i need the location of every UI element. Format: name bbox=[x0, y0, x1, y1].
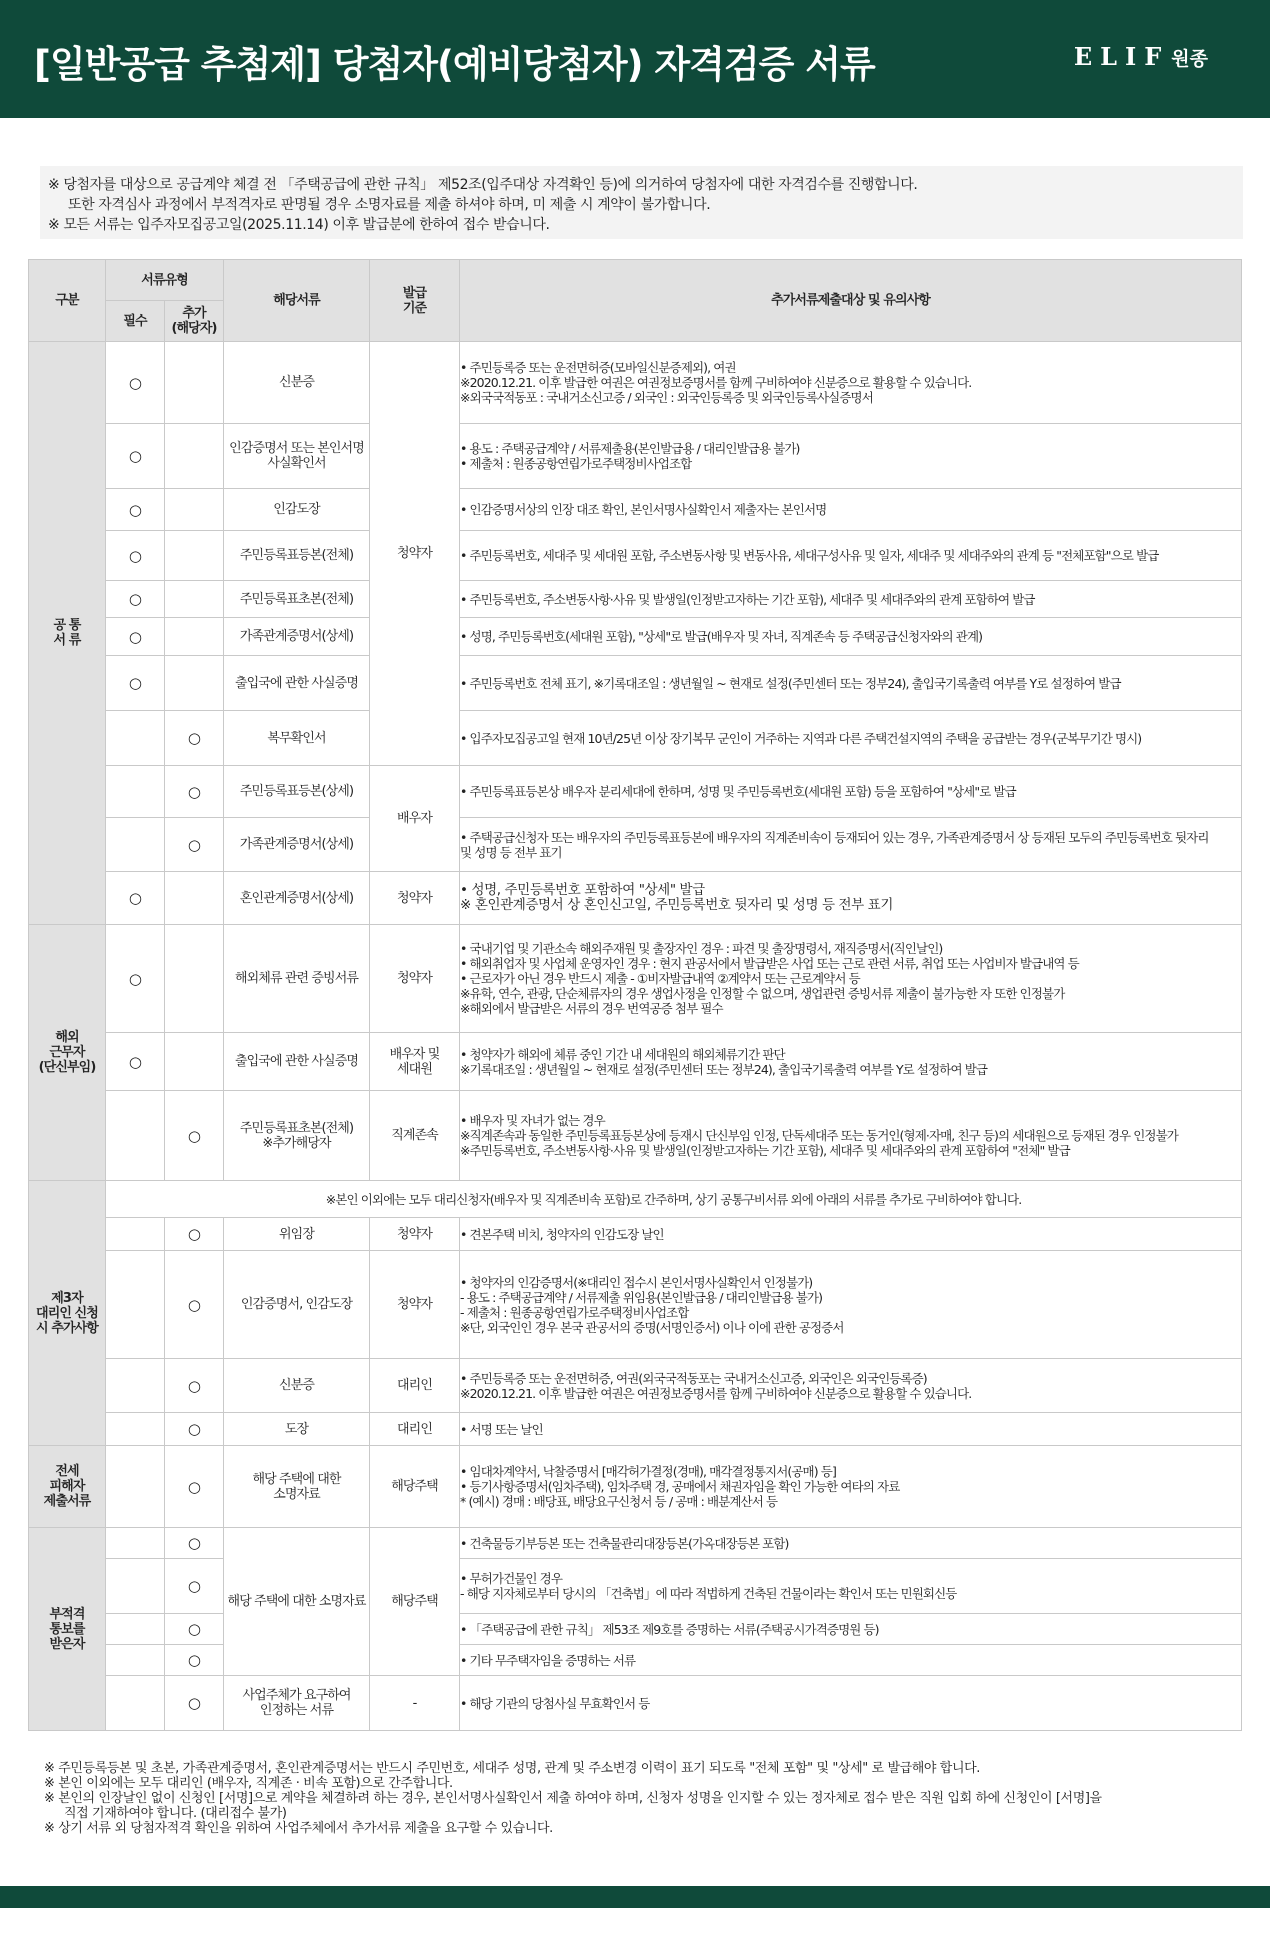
note-cell: • 무허가건물인 경우 - 해당 지자체로부터 당시의 「건축법」에 따라 적법하게 건축된 건물이라는 확인서 또는 민원회신등 bbox=[460, 1559, 1242, 1614]
required-mark: ○ bbox=[106, 656, 165, 711]
table-row bbox=[29, 1614, 1242, 1645]
additional-mark: ○ bbox=[165, 1359, 224, 1413]
logo-sub-text: 원종 bbox=[1171, 48, 1208, 70]
document-name: 혼인관계증명서(상세) bbox=[224, 872, 370, 925]
additional-mark: ○ bbox=[165, 1251, 224, 1359]
document-name: 해외체류 관련 증빙서류 bbox=[224, 925, 370, 1033]
document-name: 신분증 bbox=[224, 1359, 370, 1413]
footnote-line: ※ 주민등록등본 및 초본, 가족관계증명서, 혼인관계증명서는 반드시 주민번호, 세대주 성명, 관계 및 주소변경 이력이 표기 되도록 "전체 포함" 및 "상세" 로 발급해야 합니다. bbox=[44, 1761, 981, 1776]
required-mark: ○ bbox=[106, 489, 165, 531]
document-name: 주민등록표초본(전체) bbox=[224, 581, 370, 618]
document-name: 복무확인서 bbox=[224, 711, 370, 766]
table-row bbox=[29, 1676, 1242, 1731]
logo-text: ELIF bbox=[1073, 42, 1170, 71]
document-name: 주민등록표초본(전체) ※추가해당자 bbox=[224, 1091, 370, 1181]
footnote-line: 직접 기재하여야 합니다. (대리접수 불가) bbox=[64, 1806, 287, 1821]
table-row bbox=[29, 1033, 1242, 1091]
document-name: 위임장 bbox=[224, 1218, 370, 1251]
note-cell: • 용도 : 주택공급계약 / 서류제출용(본인발급용 / 대리인발급용 불가) • 제출처 : 원종공항연립가로주택정비사업조합 bbox=[460, 424, 1242, 489]
additional-mark: ○ bbox=[165, 1645, 224, 1676]
note-cell: • 해당 기관의 당첨사실 무효확인서 등 bbox=[460, 1676, 1242, 1731]
note-cell: • 건축물등기부등본 또는 건축물관리대장등본(가옥대장등본 포함) bbox=[460, 1528, 1242, 1559]
table-row bbox=[29, 1359, 1242, 1413]
basis-cell: 청약자 bbox=[370, 1218, 460, 1251]
basis-cell: 대리인 bbox=[370, 1413, 460, 1446]
brand-logo bbox=[1074, 42, 1208, 71]
document-name: 도장 bbox=[224, 1413, 370, 1446]
header-document: 해당서류 bbox=[224, 260, 370, 342]
required-mark: ○ bbox=[106, 1033, 165, 1091]
note-cell: • 배우자 및 자녀가 없는 경우 ※직계존속과 동일한 주민등록표등본상에 등재시 단신부임 인정, 단독세대주 또는 동거인(형제·자매, 친구 등)의 세대원으로 등재된 경우 인정불가 ※주민등록번호, 주소변동사항·사유 및 발생일(인정받고자하는 기간 포함), 세대주 및 세대주와의 관계 포함하여 "전체" 발급 bbox=[460, 1091, 1242, 1181]
additional-mark: ○ bbox=[165, 818, 224, 872]
header-category: 구분 bbox=[29, 260, 106, 342]
table-row bbox=[29, 872, 1242, 925]
document-name: 주민등록표등본(전체) bbox=[224, 531, 370, 581]
note-cell: • 주민등록번호, 주소변동사항·사유 및 발생일(인정받고자하는 기간 포함), 세대주 및 세대주와의 관계 포함하여 발급 bbox=[460, 581, 1242, 618]
additional-mark: ○ bbox=[165, 766, 224, 818]
table-row bbox=[29, 1645, 1242, 1676]
basis-cell: 배우자 및 세대원 bbox=[370, 1033, 460, 1091]
basis-cell: 해당주택 bbox=[370, 1528, 460, 1676]
notice-box bbox=[40, 166, 1243, 239]
note-cell: • 주민등록증 또는 운전면허증(모바일신분증제외), 여권 ※2020.12.21. 이후 발급한 여권은 여권정보증명서를 함께 구비하여야 신분증으로 활용할 수 있습니다. ※외국국적동포 : 국내거소신고증 / 외국인 : 외국인등록증 및 외국인등록사실증명서 bbox=[460, 342, 1242, 424]
footnote-line: ※ 본인의 인장날인 없이 신청인 [서명]으로 계약을 체결하려 하는 경우, 본인서명사실확인서 제출 하여야 하며, 신청자 성명을 인지할 수 있는 정자체로 접수 받은 직원 입회 하에 신청인이 [서명]을 bbox=[44, 1791, 1102, 1806]
note-cell: • 주민등록표등본상 배우자 분리세대에 한하며, 성명 및 주민등록번호(세대원 포함) 등을 포함하여 "상세"로 발급 bbox=[460, 766, 1242, 818]
table-row bbox=[29, 342, 1242, 424]
table-row bbox=[29, 818, 1242, 872]
basis-cell: 청약자 bbox=[370, 925, 460, 1033]
basis-cell: 배우자 bbox=[370, 766, 460, 872]
table-row bbox=[29, 1559, 1242, 1614]
header-required: 필수 bbox=[106, 301, 165, 342]
notice-line: ※ 당첨자를 대상으로 공급계약 체결 전 「주택공급에 관한 규칙」 제52조(입주대상 자격확인 등)에 의거하여 당첨자에 대한 자격검수를 진행합니다. bbox=[48, 177, 918, 193]
table-row bbox=[29, 766, 1242, 818]
note-cell: • 기타 무주택자임을 증명하는 서류 bbox=[460, 1645, 1242, 1676]
table-row bbox=[29, 618, 1242, 656]
document-name: 출입국에 관한 사실증명 bbox=[224, 1033, 370, 1091]
page-title: [일반공급 추첨제] 당첨자(예비당첨자) 자격검증 서류 bbox=[34, 43, 875, 86]
document-name: 신분증 bbox=[224, 342, 370, 424]
table-row bbox=[29, 489, 1242, 531]
required-mark: ○ bbox=[106, 342, 165, 424]
note-cell: • 주민등록증 또는 운전면허증, 여권(외국국적동포는 국내거소신고증, 외국인은 외국인등록증) ※2020.12.21. 이후 발급한 여권은 여권정보증명서를 함께 구비하여야 신분증으로 활용할 수 있습니다. bbox=[460, 1359, 1242, 1413]
document-name: 인감도장 bbox=[224, 489, 370, 531]
additional-mark: ○ bbox=[165, 1559, 224, 1614]
note-cell: • 주택공급신청자 또는 배우자의 주민등록표등본에 배우자의 직계존비속이 등재되어 있는 경우, 가족관계증명서 상 등재된 모두의 주민등록번호 뒷자리 및 성명 등 전부 표기 bbox=[460, 818, 1242, 872]
required-mark: ○ bbox=[106, 925, 165, 1033]
basis-cell: - bbox=[370, 1676, 460, 1731]
basis-cell: 직계존속 bbox=[370, 1091, 460, 1181]
note-cell: • 국내기업 및 기관소속 해외주재원 및 출장자인 경우 : 파견 및 출장명령서, 재직증명서(직인날인) • 해외취업자 및 사업체 운영자인 경우 : 현지 관공서에서 발급받은 사업 또는 근로 관련 서류, 취업 또는 사업비자 발급내역 등 • 근로자가 아닌 경우 반드시 제출 - ①비자발급내역 ②계약서 또는 근로계약서 등 ※유학, 연수, 관광, 단순체류자의 경우 생업사정을 인정할 수 없으며, 생업관련 증빙서류 제출이 불가능한 자 또한 인정불가 ※해외에서 발급받은 서류의 경우 번역공증 첨부 필수 bbox=[460, 925, 1242, 1033]
additional-mark: ○ bbox=[165, 1446, 224, 1528]
footnote-line: ※ 상기 서류 외 당첨자적격 확인을 위하여 사업주체에서 추가서류 제출을 요구할 수 있습니다. bbox=[44, 1821, 553, 1836]
document-name: 가족관계증명서(상세) bbox=[224, 618, 370, 656]
table-row bbox=[29, 1218, 1242, 1251]
header-additional: 추가 (해당자) bbox=[165, 301, 224, 342]
note-cell: • 주민등록번호 전체 표기, ※기록대조일 : 생년월일 ~ 현재로 설정(주민센터 또는 정부24), 출입국기록출력 여부를 Y로 설정하여 발급 bbox=[460, 656, 1242, 711]
document-name: 인감증명서 또는 본인서명 사실확인서 bbox=[224, 424, 370, 489]
table-row bbox=[29, 424, 1242, 489]
document-name: 가족관계증명서(상세) bbox=[224, 818, 370, 872]
table-row bbox=[29, 1446, 1242, 1528]
notice-line: 또한 자격심사 과정에서 부적격자로 판명될 경우 소명자료를 제출 하셔야 하며, 미 제출 시 계약이 불가합니다. bbox=[68, 197, 711, 213]
page-header bbox=[0, 0, 1270, 118]
footer-bar bbox=[0, 1886, 1270, 1908]
table-row bbox=[29, 531, 1242, 581]
table-row bbox=[29, 1251, 1242, 1359]
note-cell: • 견본주택 비치, 청약자의 인감도장 날인 bbox=[460, 1218, 1242, 1251]
table-row bbox=[29, 1091, 1242, 1181]
note-cell: • 인감증명서상의 인장 대조 확인, 본인서명사실확인서 제출자는 본인서명 bbox=[460, 489, 1242, 531]
note-cell: • 임대차계약서, 낙찰증명서 [매각허가결정(경매), 매각결정통지서(공매) 등] • 등기사항증명서(임차주택), 임차주택 경, 공매에서 채권자임을 확인 가능한 여타의 자료 * (예시) 경매 : 배당표, 배당요구신청서 등 / 공매 : 배분계산서 등 bbox=[460, 1446, 1242, 1528]
table-row bbox=[29, 1413, 1242, 1446]
table-row bbox=[29, 1528, 1242, 1559]
header-notes: 추가서류제출대상 및 유의사항 bbox=[460, 260, 1242, 342]
note-cell: • 「주택공급에 관한 규칙」 제53조 제9호를 증명하는 서류(주택공시가격증명원 등) bbox=[460, 1614, 1242, 1645]
document-name: 해당 주택에 대한 소명자료 bbox=[224, 1446, 370, 1528]
document-name: 출입국에 관한 사실증명 bbox=[224, 656, 370, 711]
note-cell: • 서명 또는 날인 bbox=[460, 1413, 1242, 1446]
additional-mark: ○ bbox=[165, 1218, 224, 1251]
basis-cell: 청약자 bbox=[370, 872, 460, 925]
footnotes bbox=[44, 1761, 1234, 1836]
third-party-notice: ※본인 이외에는 모두 대리신청자(배우자 및 직계존비속 포함)로 간주하며, 상기 공통구비서류 외에 아래의 서류를 추가로 구비하여야 합니다. bbox=[106, 1181, 1242, 1218]
table-row bbox=[29, 1181, 1242, 1218]
category-common: 공 통 서 류 bbox=[29, 342, 106, 925]
additional-mark: ○ bbox=[165, 1676, 224, 1731]
required-mark: ○ bbox=[106, 618, 165, 656]
category-overseas: 해외 근무자 (단신부임) bbox=[29, 925, 106, 1181]
additional-mark: ○ bbox=[165, 1413, 224, 1446]
header-basis: 발급 기준 bbox=[370, 260, 460, 342]
note-cell: • 청약자가 해외에 체류 중인 기간 내 세대원의 해외체류기간 판단 ※기록대조일 : 생년월일 ~ 현재로 설정(주민센터 또는 정부24), 출입국기록출력 여부를 Y로 설정하여 발급 bbox=[460, 1033, 1242, 1091]
note-cell: • 성명, 주민등록번호 포함하여 "상세" 발급 ※ 혼인관계증명서 상 혼인신고일, 주민등록번호 뒷자리 및 성명 등 전부 표기 bbox=[460, 872, 1242, 925]
category-third-party: 제3자 대리인 신청 시 추가사항 bbox=[29, 1181, 106, 1446]
note-cell: • 성명, 주민등록번호(세대원 포함), "상세"로 발급(배우자 및 자녀, 직계존속 등 주택공급신청자와의 관계) bbox=[460, 618, 1242, 656]
document-table bbox=[28, 259, 1242, 1731]
note-cell: • 청약자의 인감증명서(※대리인 접수시 본인서명사실확인서 인정불가) - 용도 : 주택공급계약 / 서류제출 위임용(본인발급용 / 대리인발급용 불가) - 제출처 : 원종공항연립가로주택정비사업조합 ※단, 외국인인 경우 본국 관공서의 증명(서명인증서) 이나 이에 관한 공정증서 bbox=[460, 1251, 1242, 1359]
basis-cell: 대리인 bbox=[370, 1359, 460, 1413]
required-mark: ○ bbox=[106, 872, 165, 925]
table-row bbox=[29, 581, 1242, 618]
required-mark: ○ bbox=[106, 531, 165, 581]
category-ineligible: 부적격 통보를 받은자 bbox=[29, 1528, 106, 1731]
required-mark: ○ bbox=[106, 581, 165, 618]
notice-line: ※ 모든 서류는 입주자모집공고일(2025.11.14) 이후 발급분에 한하여 접수 받습니다. bbox=[48, 217, 550, 233]
table-row bbox=[29, 925, 1242, 1033]
note-cell: • 입주자모집공고일 현재 10년/25년 이상 장기복무 군인이 거주하는 지역과 다른 주택건설지역의 주택을 공급받는 경우(군복무기간 명시) bbox=[460, 711, 1242, 766]
table-row bbox=[29, 711, 1242, 766]
document-name: 해당 주택에 대한 소명자료 bbox=[224, 1528, 370, 1676]
document-name: 사업주체가 요구하여 인정하는 서류 bbox=[224, 1676, 370, 1731]
document-name: 인감증명서, 인감도장 bbox=[224, 1251, 370, 1359]
additional-mark: ○ bbox=[165, 711, 224, 766]
table-row bbox=[29, 656, 1242, 711]
additional-mark: ○ bbox=[165, 1614, 224, 1645]
category-jeonse: 전세 피해자 제출서류 bbox=[29, 1446, 106, 1528]
required-mark: ○ bbox=[106, 424, 165, 489]
additional-mark: ○ bbox=[165, 1091, 224, 1181]
document-name: 주민등록표등본(상세) bbox=[224, 766, 370, 818]
note-cell: • 주민등록번호, 세대주 및 세대원 포함, 주소변동사항 및 변동사유, 세대구성사유 및 일자, 세대주 및 세대주와의 관계 등 "전체포함"으로 발급 bbox=[460, 531, 1242, 581]
basis-cell: 청약자 bbox=[370, 1251, 460, 1359]
additional-mark: ○ bbox=[165, 1528, 224, 1559]
basis-cell: 청약자 bbox=[370, 342, 460, 766]
footnote-line: ※ 본인 이외에는 모두 대리인 (배우자, 직계존 · 비속 포함)으로 간주합니다. bbox=[44, 1776, 453, 1791]
header-type: 서류유형 bbox=[106, 260, 224, 301]
basis-cell: 해당주택 bbox=[370, 1446, 460, 1528]
